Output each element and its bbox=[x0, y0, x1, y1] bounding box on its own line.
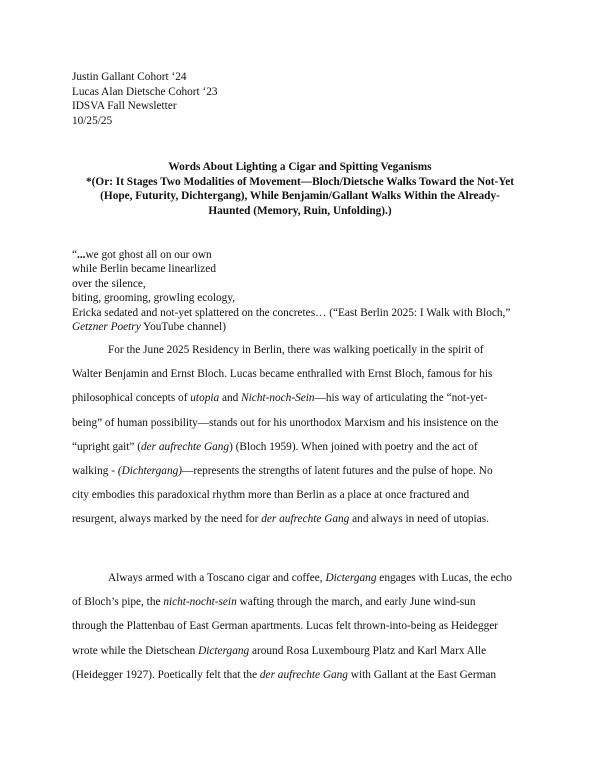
text: walking - bbox=[72, 464, 118, 477]
text: wrote while the Dietschean bbox=[72, 644, 199, 657]
paragraph-1 bbox=[72, 343, 528, 537]
quote-line-6 bbox=[72, 320, 528, 334]
newsletter-name: IDSVA Fall Newsletter bbox=[72, 100, 177, 112]
title-line-3: (Hope, Futurity, Dichtergang), While Benjamin/Gallant Walks Within the Already- bbox=[100, 190, 500, 203]
epigraph-quote bbox=[72, 248, 528, 334]
p1-line-7: city embodies this paradoxical rhythm more than Berlin as a place at once fractured and bbox=[72, 489, 470, 502]
open-quote: “ bbox=[72, 249, 78, 261]
text: wafting through the march, and early June wind-sun bbox=[236, 596, 476, 609]
quote-line-1 bbox=[72, 248, 528, 262]
text: resurgent, always marked by the need for bbox=[72, 513, 262, 526]
text: of Bloch’s pipe, the bbox=[72, 596, 164, 609]
title-line-1: Words About Lighting a Cigar and Spitting Veganisms bbox=[168, 161, 432, 173]
p2-line-4 bbox=[72, 644, 528, 668]
p2-line-1 bbox=[72, 571, 528, 595]
text: with Gallant at the East German bbox=[347, 668, 497, 681]
text: —his way of articulating the “not-yet- bbox=[314, 392, 488, 405]
quote-source-rest: YouTube channel) bbox=[140, 321, 226, 334]
italic-term: der aufrechte Gang bbox=[261, 513, 350, 526]
italic-term: der aufrechte Gang bbox=[141, 440, 230, 453]
italic-term: der aufrechte Gang bbox=[259, 668, 348, 681]
author-line-1: Justin Gallant Cohort ‘24 bbox=[72, 71, 187, 83]
p1-line-6 bbox=[72, 464, 528, 488]
p1-line-2: Walter Benjamin and Ernst Bloch. Lucas became enthralled with Ernst Bloch, famous for his bbox=[72, 368, 493, 381]
title-line-4: Haunted (Memory, Ruin, Unfolding).) bbox=[208, 204, 392, 217]
quote-line-3: over the silence, bbox=[72, 277, 146, 290]
quote-text: we got ghost all on our own bbox=[85, 249, 212, 261]
italic-term: nicht-nocht-sein bbox=[163, 596, 237, 609]
quote-ellipsis: ... bbox=[77, 249, 86, 261]
text: (Heidegger 1927). Poetically felt that the bbox=[72, 668, 260, 681]
title-line-2: *(Or: It Stages Two Modalities of Movement—Bloch/Dietsche Walks Toward the Not-Yet bbox=[86, 175, 514, 188]
p2-line-2 bbox=[72, 595, 528, 619]
paragraph-2 bbox=[72, 571, 528, 692]
p1-line-5 bbox=[72, 440, 528, 464]
quote-line-2: while Berlin became linearlized bbox=[72, 263, 216, 276]
text: around Rosa Luxembourg Platz and Karl Marx Alle bbox=[249, 644, 487, 657]
quote-source-italic: Getzner Poetry bbox=[72, 321, 141, 334]
italic-term: Dictergang bbox=[325, 572, 377, 584]
text: and always in need of utopias. bbox=[349, 513, 489, 526]
p1-line-3 bbox=[72, 391, 528, 415]
p1-line-8 bbox=[72, 512, 528, 536]
date: 10/25/25 bbox=[72, 114, 113, 127]
text: —represents the strengths of latent futures and the pulse of hope. No bbox=[182, 464, 493, 477]
text: engages with Lucas, the echo bbox=[376, 572, 512, 584]
italic-term: Nicht-noch-Sein bbox=[241, 392, 315, 405]
quote-line-5: Ericka sedated and not-yet splattered on the concretes… (“East Berlin 2025: I Walk with Bloch,” bbox=[72, 306, 511, 319]
italic-term: utopia bbox=[190, 392, 220, 405]
italic-term: (Dichtergang) bbox=[117, 464, 183, 477]
p1-line-4: being” of human possibility—stands out for his unorthodox Marxism and his insistence on the bbox=[72, 416, 499, 429]
text: ) (Bloch 1959). When joined with poetry and the act of bbox=[229, 440, 478, 453]
p2-line-5 bbox=[72, 668, 528, 692]
article-title bbox=[72, 160, 528, 218]
text: and bbox=[219, 392, 242, 405]
author-header bbox=[72, 70, 218, 128]
text: “upright gait” ( bbox=[72, 440, 142, 453]
p2-line-3: through the Plattenbau of East German apartments. Lucas felt thrown-into-being as Heidegger bbox=[72, 620, 499, 633]
p1-line-1: For the June 2025 Residency in Berlin, there was walking poetically in the spirit of bbox=[108, 344, 484, 356]
text: philosophical concepts of bbox=[72, 392, 191, 405]
author-line-2: Lucas Alan Dietsche Cohort ‘23 bbox=[72, 85, 218, 98]
quote-line-4: biting, grooming, growling ecology, bbox=[72, 292, 236, 305]
italic-term: Dictergang bbox=[198, 644, 250, 657]
text: Always armed with a Toscano cigar and coffee, bbox=[108, 572, 326, 584]
